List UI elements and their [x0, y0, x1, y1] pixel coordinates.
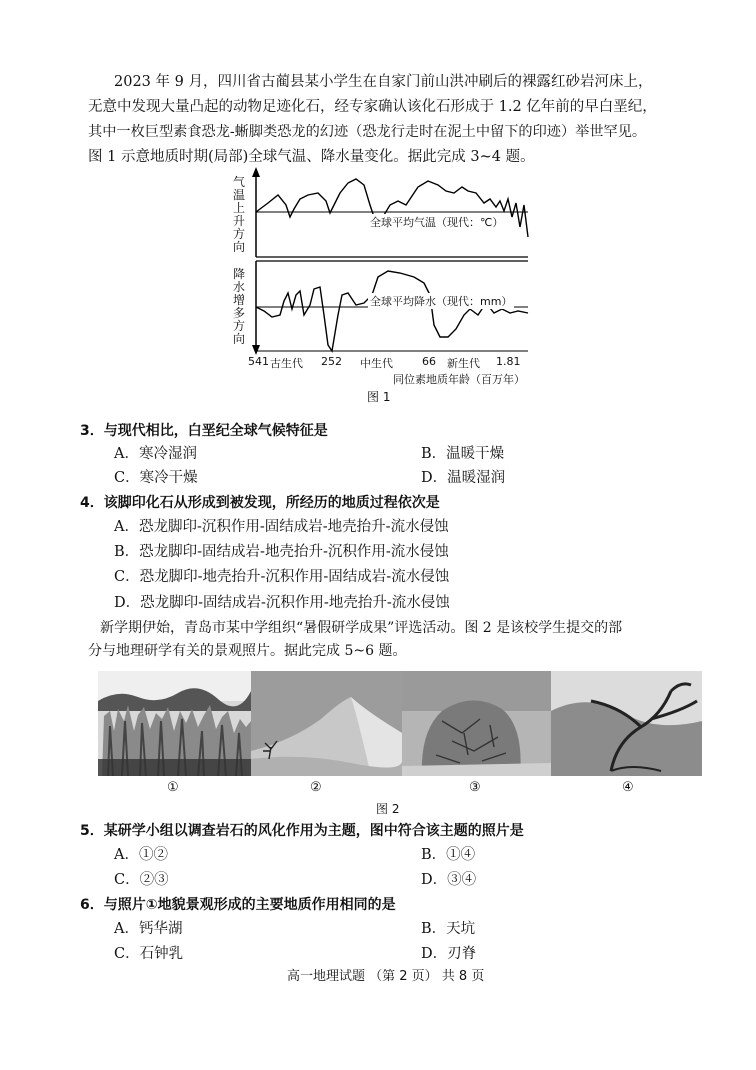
temp-ylabel: 气 温 上 升 方 向 — [232, 175, 245, 254]
q6-option-c[interactable]: C．石钟乳 — [114, 946, 184, 962]
x-axis-title: 同位素地质年龄（百万年） — [393, 373, 525, 386]
photo-label-1: ① — [167, 780, 179, 795]
figure1-chart — [228, 165, 538, 387]
photo-label-2: ② — [310, 780, 322, 795]
q3-stem: 3．与现代相比，白垩纪全球气候特征是 — [80, 423, 328, 439]
tick-541: 541 — [248, 355, 269, 368]
q4-option-d[interactable]: D．恐龙脚印-固结成岩-沉积作用-地壳抬升-流水侵蚀 — [114, 595, 450, 611]
precip-ylabel: 降 水 增 多 方 向 — [232, 267, 245, 346]
intro2-line1: 新学期伊始，青岛市某中学组织“暑假研学成果”评选活动。图 2 是该校学生提交的部 — [100, 620, 623, 636]
precip-reference-label: 全球平均降水（现代：mm） — [370, 295, 513, 308]
q6-option-a[interactable]: A．钙华湖 — [114, 921, 183, 937]
page-footer: 高一地理试题 （第 2 页） 共 8 页 — [287, 969, 485, 984]
q5-option-c[interactable]: C．②③ — [114, 872, 169, 888]
tick-66: 66 — [422, 355, 436, 368]
photo-2-sand-dune — [251, 671, 402, 776]
q5-option-a[interactable]: A．①② — [114, 847, 168, 863]
tick-252: 252 — [321, 355, 342, 368]
photo-label-4: ④ — [622, 780, 634, 795]
figure1-caption: 图 1 — [367, 390, 391, 404]
intro1-line2: 无意中发现大量凸起的动物足迹化石，经专家确认该化石形成于 1.2 亿年前的早白垩纪， — [88, 99, 657, 115]
q3-option-c[interactable]: C．寒冷干燥 — [114, 470, 198, 486]
photo-4-tree-on-rock — [551, 671, 702, 776]
photo-1-stone-forest — [98, 671, 251, 776]
q4-option-a[interactable]: A．恐龙脚印-沉积作用-固结成岩-地壳抬升-流水侵蚀 — [114, 519, 449, 535]
tick-1-81: 1.81 — [496, 355, 521, 368]
intro1-line4: 图 1 示意地质时期(局部)全球气温、降水量变化。据此完成 3~4 题。 — [88, 149, 535, 165]
tick-paleozoic: 古生代 — [270, 357, 303, 370]
q5-option-b[interactable]: B．①④ — [421, 847, 476, 863]
q4-option-c[interactable]: C．恐龙脚印-地壳抬升-沉积作用-固结成岩-流水侵蚀 — [114, 569, 450, 585]
photo-3-weathered-rock — [402, 671, 551, 776]
intro2-line2: 分与地理研学有关的景观照片。据此完成 5~6 题。 — [88, 643, 407, 659]
intro1-line3: 其中一枚巨型素食恐龙-蜥脚类恐龙的幻迹（恐龙行走时在泥土中留下的印迹）举世罕见。 — [88, 124, 647, 140]
precip-axis-arrow-icon — [252, 345, 260, 355]
q4-option-b[interactable]: B．恐龙脚印-固结成岩-地壳抬升-沉积作用-流水侵蚀 — [114, 544, 449, 560]
precip-curve — [256, 271, 528, 351]
q3-option-b[interactable]: B．温暖干燥 — [421, 446, 505, 462]
q6-option-d[interactable]: D．刃脊 — [421, 946, 477, 962]
tick-mesozoic: 中生代 — [360, 357, 393, 370]
photo-label-3: ③ — [469, 780, 481, 795]
tick-cenozoic: 新生代 — [447, 357, 480, 370]
temp-reference-label: 全球平均气温（现代：℃） — [370, 216, 504, 229]
figure2-caption: 图 2 — [376, 802, 400, 816]
q5-option-d[interactable]: D．③④ — [421, 872, 477, 888]
q3-option-d[interactable]: D．温暖湿润 — [421, 470, 506, 486]
q3-option-a[interactable]: A．寒冷湿润 — [114, 446, 197, 462]
q4-stem: 4．该脚印化石从形成到被发现，所经历的地质过程依次是 — [80, 495, 440, 511]
intro1-line1: 2023 年 9 月，四川省古蔺县某小学生在自家门前山洪冲刷后的裸露红砂岩河床上， — [114, 74, 653, 90]
q5-stem: 5．某研学小组以调查岩石的风化作用为主题，图中符合该主题的照片是 — [80, 823, 524, 839]
q6-option-b[interactable]: B．天坑 — [421, 921, 476, 937]
temp-axis-arrow-icon — [252, 167, 260, 177]
q6-stem: 6．与照片①地貌景观形成的主要地质作用相同的是 — [80, 897, 396, 913]
